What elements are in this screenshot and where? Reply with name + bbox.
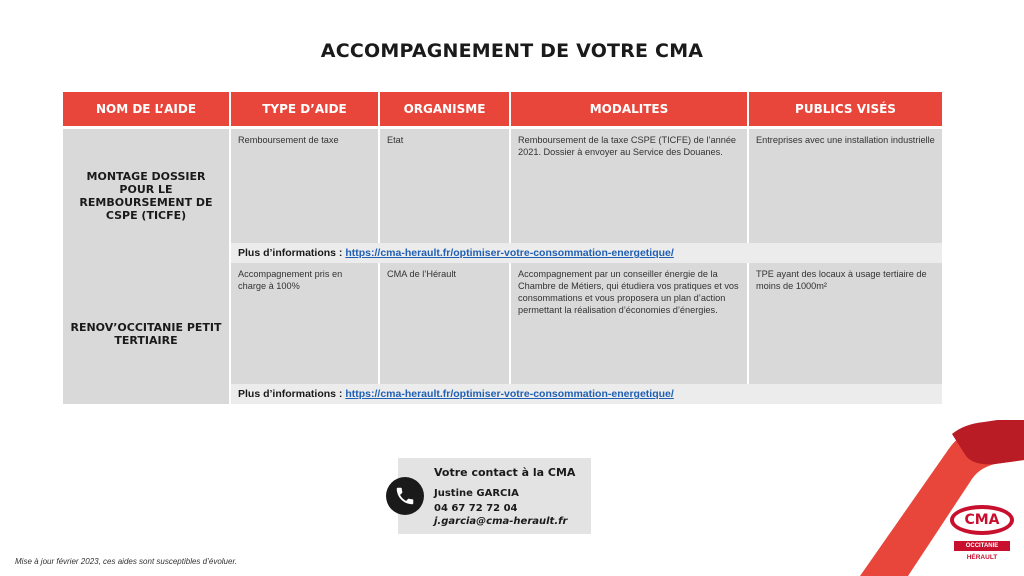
aide-publics: Entreprises avec une installation industrielle bbox=[749, 129, 942, 243]
more-info-link[interactable]: https://cma-herault.fr/optimiser-votre-consommation-energetique/ bbox=[345, 388, 674, 400]
contact-email[interactable]: j.garcia@cma-herault.fr bbox=[434, 516, 568, 527]
aide-type: Remboursement de taxe bbox=[231, 129, 378, 243]
contact-card bbox=[398, 458, 591, 534]
aide-modalites: Accompagnement par un conseiller énergie de la Chambre de Métiers, qui étudiera vos pratiques et vos consommations et vous proposera un plan d’action permettant la réalisation d’économies d’énergies. bbox=[511, 263, 747, 384]
more-info bbox=[231, 243, 942, 263]
header-publics: PUBLICS VISÉS bbox=[749, 92, 942, 126]
aide-organisme: CMA de l’Hérault bbox=[380, 263, 509, 384]
logo-region: OCCITANIE bbox=[954, 541, 1010, 551]
cma-logo bbox=[948, 505, 1016, 569]
aide-name: RENOV’OCCITANIE PETIT TERTIAIRE bbox=[63, 263, 229, 404]
aides-table bbox=[61, 92, 944, 404]
phone-icon bbox=[386, 477, 424, 515]
logo-mark: CMA bbox=[950, 505, 1014, 535]
contact-title: Votre contact à la CMA bbox=[434, 466, 576, 479]
contact-name: Justine GARCIA bbox=[434, 488, 519, 499]
aide-name: MONTAGE DOSSIER POUR LE REMBOURSEMENT DE CSPE (TICFE) bbox=[63, 129, 229, 263]
page-title: ACCOMPAGNEMENT DE VOTRE CMA bbox=[320, 40, 704, 62]
aide-type: Accompagnement pris en charge à 100% bbox=[231, 263, 378, 384]
more-info-label: Plus d’informations : bbox=[238, 247, 346, 259]
header-organisme: ORGANISME bbox=[380, 92, 509, 126]
more-info-label: Plus d’informations : bbox=[238, 388, 346, 400]
contact-phone[interactable]: 04 67 72 72 04 bbox=[434, 503, 518, 514]
table-row bbox=[63, 263, 942, 384]
aide-publics: TPE ayant des locaux à usage tertiaire de moins de 1000m² bbox=[749, 263, 942, 384]
table-row bbox=[63, 129, 942, 243]
header-type: TYPE D’AIDE bbox=[231, 92, 378, 126]
aide-organisme: Etat bbox=[380, 129, 509, 243]
header-nom: NOM DE L’AIDE bbox=[63, 92, 229, 126]
more-info-link[interactable]: https://cma-herault.fr/optimiser-votre-consommation-energetique/ bbox=[345, 247, 674, 259]
header-modalites: MODALITES bbox=[511, 92, 747, 126]
logo-dept: HÉRAULT bbox=[966, 554, 998, 561]
update-footnote: Mise à jour février 2023, ces aides sont susceptibles d’évoluer. bbox=[15, 557, 238, 566]
aide-modalites: Remboursement de la taxe CSPE (TICFE) de l’année 2021. Dossier à envoyer au Service des Douanes. bbox=[511, 129, 747, 243]
table-header-row bbox=[63, 92, 942, 126]
more-info bbox=[231, 384, 942, 404]
